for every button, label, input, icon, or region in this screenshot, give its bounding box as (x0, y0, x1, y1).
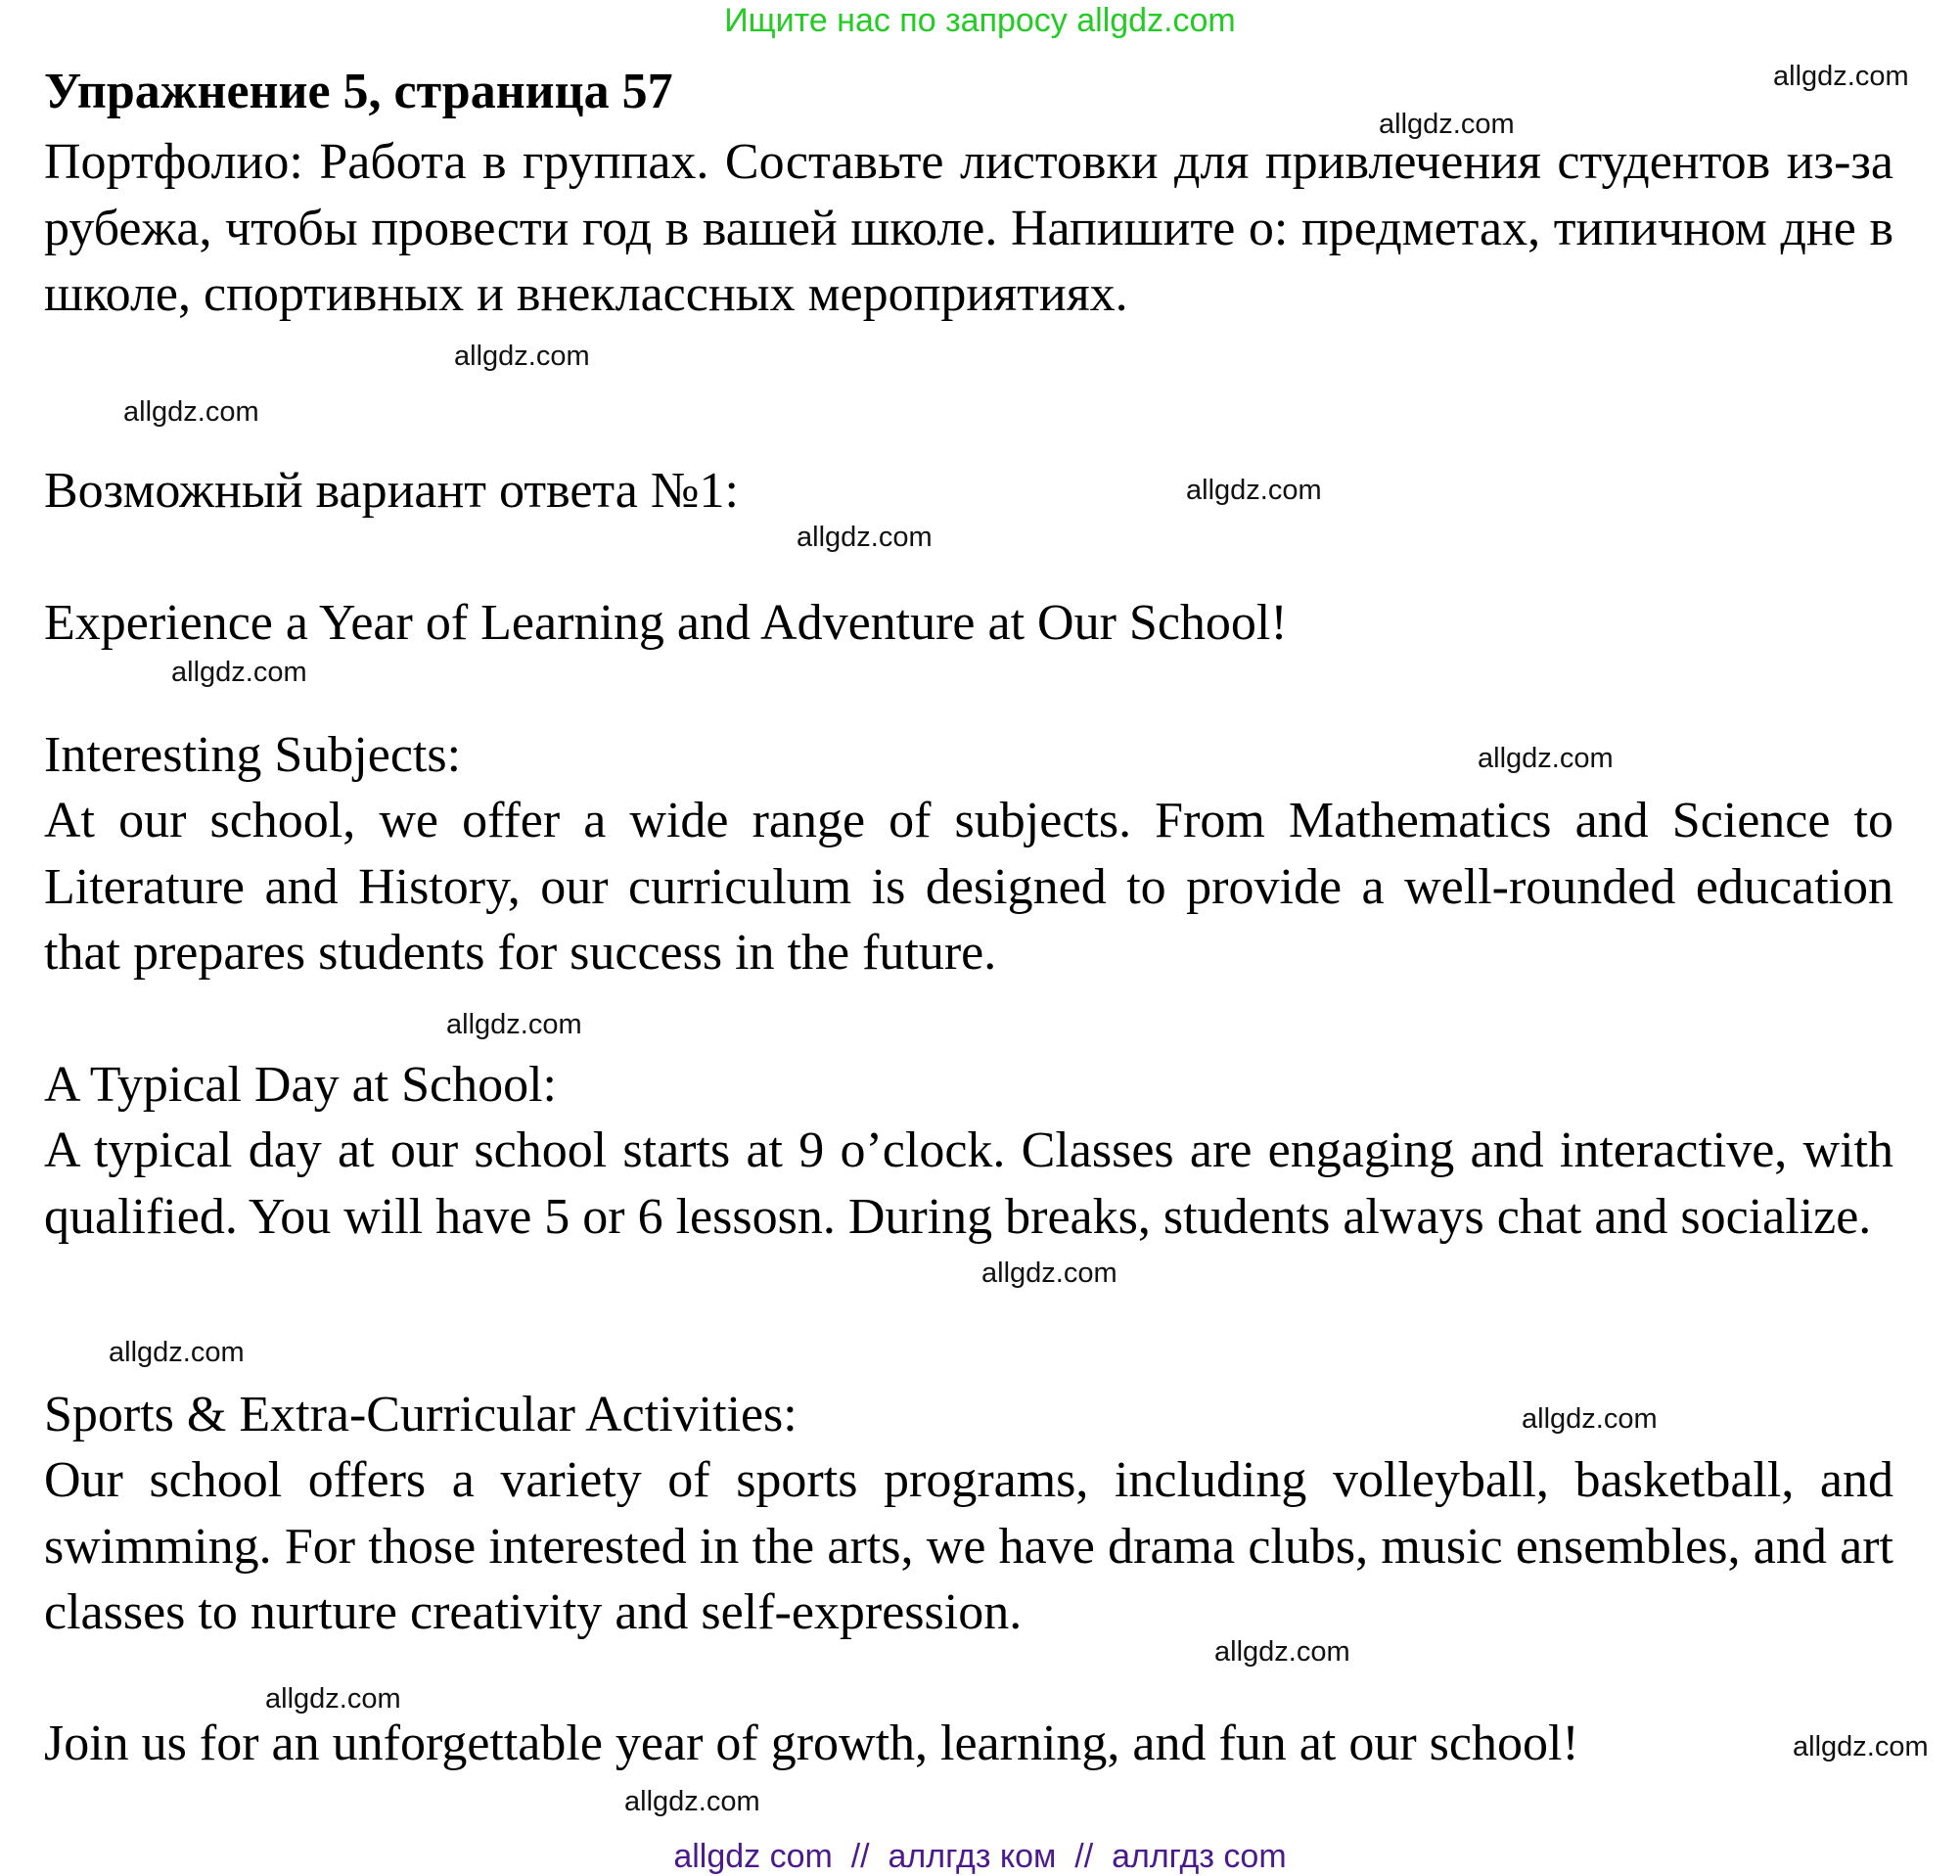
section-heading-typical-day: A Typical Day at School: (44, 1057, 557, 1113)
section-heading-subjects: Interesting Subjects: (44, 727, 462, 783)
watermark: allgdz.com (1186, 475, 1322, 506)
promo-banner: Ищите нас по запросу allgdz.com (724, 2, 1236, 39)
watermark: allgdz.com (1773, 61, 1909, 92)
section-heading-sports: Sports & Extra-Curricular Activities: (44, 1387, 798, 1442)
task-text: Портфолио: Работа в группах. Составьте листовки для привлечения студентов из-за рубежа, чтобы провести год в вашей школе. Напишите о: предметах, типичном дне в школе, спортивных и внеклассных мероприятиях. (44, 134, 1893, 322)
footer-separator: // (1056, 1838, 1113, 1875)
footer-link-allgdz[interactable]: allgdz com (673, 1838, 833, 1875)
watermark: allgdz.com (1793, 1731, 1929, 1762)
section-text-sports: Our school offers a variety of sports programs, including volleyball, basketball, and swimming. For those interested in the arts, we have drama clubs, music ensembles, and art classes to nurture creativity and self-expression. (44, 1452, 1893, 1640)
footer-separator: // (832, 1838, 889, 1875)
watermark: allgdz.com (981, 1258, 1117, 1289)
watermark: allgdz.com (109, 1337, 245, 1368)
section-text-typical-day: A typical day at our school starts at 9 o’clock. Classes are engaging and interactive, with qualified. You will have 5 or 6 lessosn. During breaks, students always chat and socialize. (44, 1122, 1893, 1245)
watermark: allgdz.com (171, 657, 307, 688)
flyer-headline: Experience a Year of Learning and Adventure at Our School! (44, 595, 1288, 651)
page-title: Упражнение 5, страница 57 (44, 64, 673, 119)
footer-links (0, 1838, 1960, 1876)
watermark: allgdz.com (1214, 1636, 1350, 1668)
watermark: allgdz.com (1478, 743, 1614, 774)
answer-label: Возможный вариант ответа №1: (44, 463, 739, 519)
watermark: allgdz.com (1379, 109, 1515, 140)
watermark: allgdz.com (123, 396, 259, 428)
watermark: allgdz.com (454, 341, 590, 372)
watermark: allgdz.com (265, 1683, 401, 1715)
watermark: allgdz.com (1522, 1403, 1658, 1435)
footer-link-allgdz-mixed[interactable]: аллгдз com (1112, 1838, 1287, 1875)
footer-link-allgdz-cyrillic[interactable]: аллгдз ком (888, 1838, 1057, 1875)
watermark: allgdz.com (624, 1786, 760, 1817)
section-text-subjects: At our school, we offer a wide range of subjects. From Mathematics and Science to Literature and History, our curriculum is designed to provide a well-rounded education that prepares students for success in the future. (44, 793, 1893, 981)
watermark: allgdz.com (446, 1009, 582, 1040)
flyer-closing: Join us for an unforgettable year of growth, learning, and fun at our school! (44, 1716, 1579, 1771)
watermark: allgdz.com (797, 522, 933, 553)
